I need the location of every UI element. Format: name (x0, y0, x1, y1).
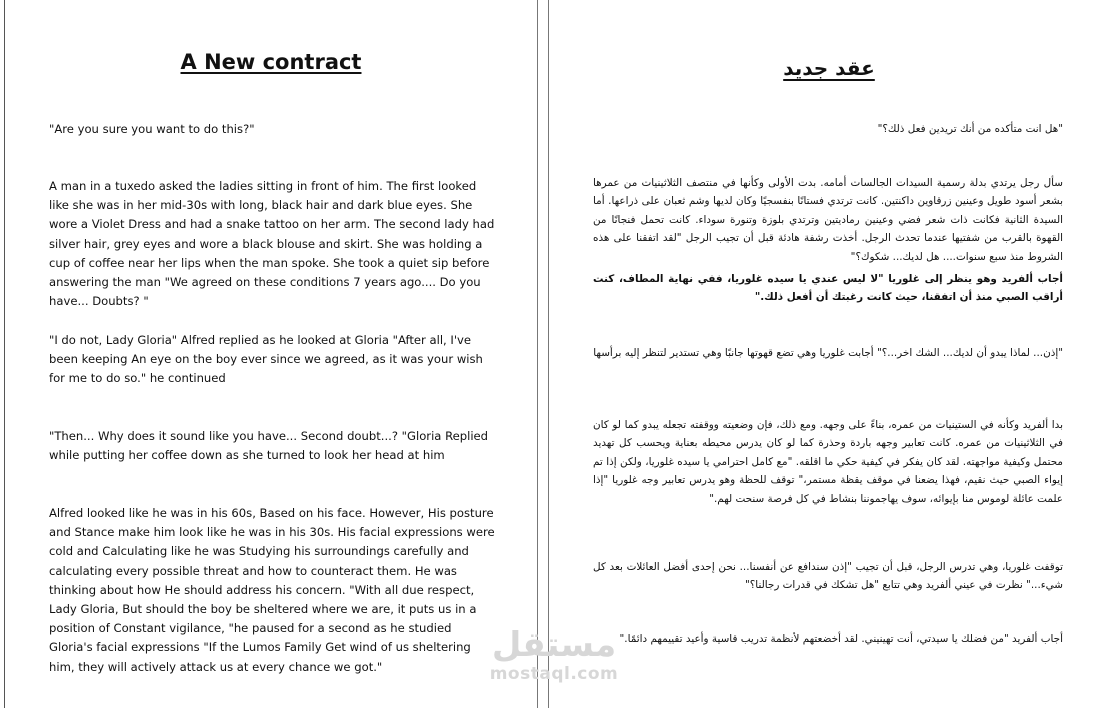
arabic-paragraph-5: بدا ألفريد وكأنه في الستينيات من عمره، بناءً على وجهه. ومع ذلك، فإن وضعيته ووقفته تجعله يبدو كما لو كان في الثلاثينيات من عمره. كانت تعابير وجهه باردة وحذرة كما لو كان يدرس محيطه بعناية ويحسب كل تهديد محتمل وكيفية مواجهته. لقد كان يفكر في كيفية حكي ما اقلقه. "مع كامل احترامي يا سيده غلوريا، ولكن إذا تم إيواء الصبي حيث نقيم، فهذا يضعنا في موقف يقظة مستمر،" توقف للحظة وهو يدرس تعابير وجه غلوريا "إذا علمت عائلة لوموس منا بإيوائه، سوف يهاجموننا بنشاط في كل فرصة سنحت لهم." (593, 419, 1063, 505)
english-title: A New contract (180, 50, 362, 74)
arabic-paragraph-6: توقفت غلوريا، وهي تدرس الرجل، قبل أن تجيب "إذن سندافع عن أنفسنا... نحن إحدى أفضل العائلات بعد كل شيء..." نظرت في عيني ألفريد وهي تتابع "هل تشكك في قدرات رجالنا؟" (593, 561, 1063, 592)
english-paragraph-1: "Are you sure you want to do this?" (49, 122, 255, 136)
arabic-paragraph-1: "هل انت متأكده من أنك تريدين فعل ذلك؟" (877, 123, 1063, 135)
arabic-title: عقد جديد (783, 56, 875, 80)
english-paragraph-5: Alfred looked like he was in his 60s, Based on his face. However, His posture and Stance make him look like he was in his 30s. His facial expressions were cold and Calculating like he was Studying his surroundings carefully and calculating every possible threat and how to counteract them. He was thinking about how He should address his concern. "With all due respect, Lady Gloria, But should the boy be sheltered where we are, it puts us in a position of Constant vigilance, "he paused for a second as he studied Gloria's facial expressions "If the Lumos Family Get wind of us sheltering him, they will actively attack us at every chance we got." (49, 506, 495, 674)
watermark-latin-text: mostaql.com (489, 664, 619, 684)
english-paragraph-3: "I do not, Lady Gloria" Alfred replied as he looked at Gloria "After all, I've been keeping An eye on the boy ever since we agreed, as it was your wish for me to do so." he continued (49, 333, 483, 386)
arabic-paragraph-2: سأل رجل يرتدي بدلة رسمية السيدات الجالسات أمامه. بدت الأولى وكأنها في منتصف الثلاثينيات من عمرها بشعر أسود طويل وعينين زرقاوين داكنتين. كانت ترتدي فستانًا بنفسجيًا وكان لديها وشم ثعبان على ذراعها. أما السيدة الثانية فكانت ذات شعر فضي وعينين رماديتين وترتدي بلوزة وتنورة سوداء. كانت تحمل فنجانًا من القهوة بالقرب من شفتيها عندما تحدث الرجل. أخذت رشفة هادئة قبل أن تجيب الرجل "لقد اتفقنا على هذه الشروط منذ سبع سنوات.... هل لديك... شكوك؟" (593, 177, 1063, 263)
arabic-page (548, 0, 1109, 708)
english-page (4, 0, 538, 708)
watermark-arabic-text: مستقل (491, 625, 617, 665)
arabic-paragraph-7: أجاب ألفريد "من فضلك يا سيدتي، أنت تهينيني. لقد أخضعتهم لأنظمة تدريب قاسية وأعيد تقييمهم دائمًا." (619, 633, 1063, 645)
arabic-paragraph-4: "إذن... لماذا يبدو أن لديك... الشك اخر...؟" أجابت غلوريا وهي تضع قهوتها جانبًا وهي تستدير لتنظر إليه برأسها (593, 347, 1063, 359)
arabic-paragraph-3: أجاب ألفريد وهو ينظر إلى غلوريا "لا ليس عندي يا سيده غلوريا، ففي نهاية المطاف، كنت أراقب الصبي منذ أن اتفقنا، حيث كانت رغبتك أن أفعل ذلك." (593, 273, 1063, 304)
english-paragraph-4: "Then... Why does it sound like you have... Second doubt...? "Gloria Replied while putting her coffee down as she turned to look her head at him (49, 429, 489, 463)
english-paragraph-2: A man in a tuxedo asked the ladies sitting in front of him. The first looked like she was in her mid-30s with long, black hair and dark blue eyes. She wore a Violet Dress and had a snake tattoo on her arm. The second lady had silver hair, grey eyes and wore a black blouse and skirt. She was holding a cup of coffee near her lips when the man spoke. She took a quiet sip before answering the man "We agreed on these conditions 7 years ago.... Do you have... Doubts? " (49, 179, 495, 309)
